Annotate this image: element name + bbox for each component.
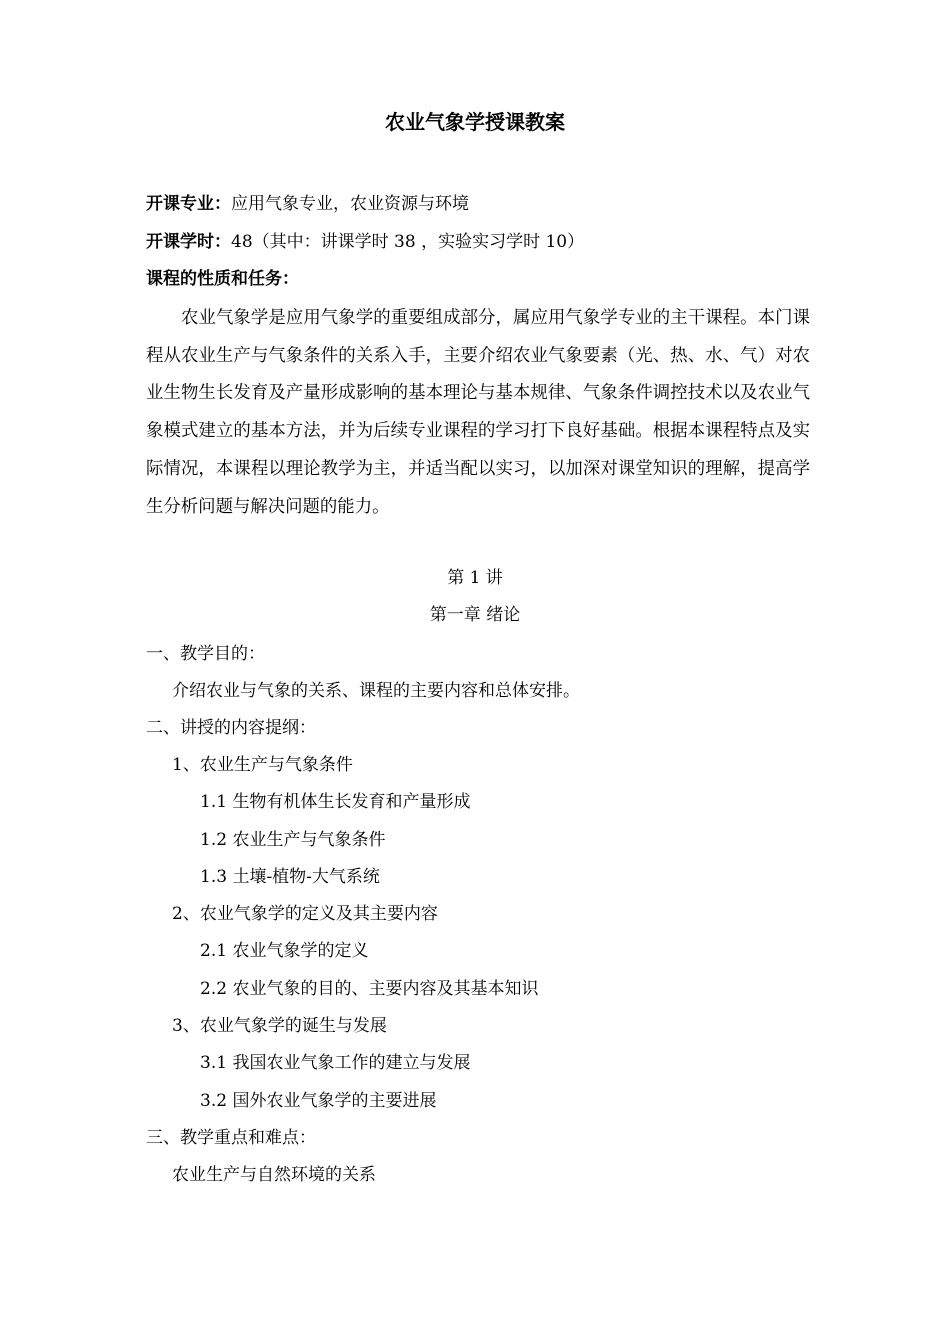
outline-subitem: 1.1 生物有机体生长发育和产量形成 xyxy=(200,792,471,812)
outline-subitem: 1.3 土壤-植物-大气系统 xyxy=(200,867,380,887)
section-heading-objectives: 一、教学目的： xyxy=(146,644,265,664)
outline-subitem: 1.2 农业生产与气象条件 xyxy=(200,830,386,850)
course-nature-heading xyxy=(146,266,299,292)
outline-item: 2、农业气象学的定义及其主要内容 xyxy=(172,904,438,924)
section-heading-outline: 二、讲授的内容提纲： xyxy=(146,718,316,738)
course-major-label: 开课专业： xyxy=(146,194,231,214)
outline-subitem: 2.2 农业气象的目的、主要内容及其基本知识 xyxy=(200,979,539,999)
course-hours-value: 48（其中：讲课学时 38 ，实验实习学时 10） xyxy=(231,232,585,252)
course-major-value: 应用气象专业，农业资源与环境 xyxy=(231,194,469,214)
outline-subitem: 3.1 我国农业气象工作的建立与发展 xyxy=(200,1053,471,1073)
outline-item: 3、农业气象学的诞生与发展 xyxy=(172,1016,387,1036)
course-hours-label: 开课学时： xyxy=(146,232,231,252)
course-major-line xyxy=(146,191,469,217)
lecture-number: 第 1 讲 xyxy=(447,568,503,588)
outline-subitem: 3.2 国外农业气象学的主要进展 xyxy=(200,1091,437,1111)
course-hours-line xyxy=(146,229,584,255)
outline-item: 1、农业生产与气象条件 xyxy=(172,755,353,775)
key-points-text: 农业生产与自然环境的关系 xyxy=(172,1165,376,1185)
course-nature-paragraph: 农业气象学是应用气象学的重要组成部分，属应用气象学专业的主干课程。本门课程从农业生产与气象条件的关系入手，主要介绍农业气象要素（光、热、水、气）对农业生物生长发育及产量形成影响的基本理论与基本规律、气象条件调控技术以及农业气象模式建立的基本方法，并为后续专业课程的学习打下良好基础。根据本课程特点及实际情况，本课程以理论教学为主，并适当配以实习，以加深对课堂知识的理解，提高学生分析问题与解决问题的能力。 xyxy=(146,308,810,517)
outline-subitem: 2.1 农业气象学的定义 xyxy=(200,941,369,961)
section-heading-key-points: 三、教学重点和难点： xyxy=(146,1128,316,1148)
chapter-title: 第一章 绪论 xyxy=(429,605,521,625)
document-title: 农业气象学授课教案 xyxy=(385,110,565,134)
course-nature-label: 课程的性质和任务： xyxy=(146,269,299,289)
objectives-text: 介绍农业与气象的关系、课程的主要内容和总体安排。 xyxy=(172,681,580,701)
